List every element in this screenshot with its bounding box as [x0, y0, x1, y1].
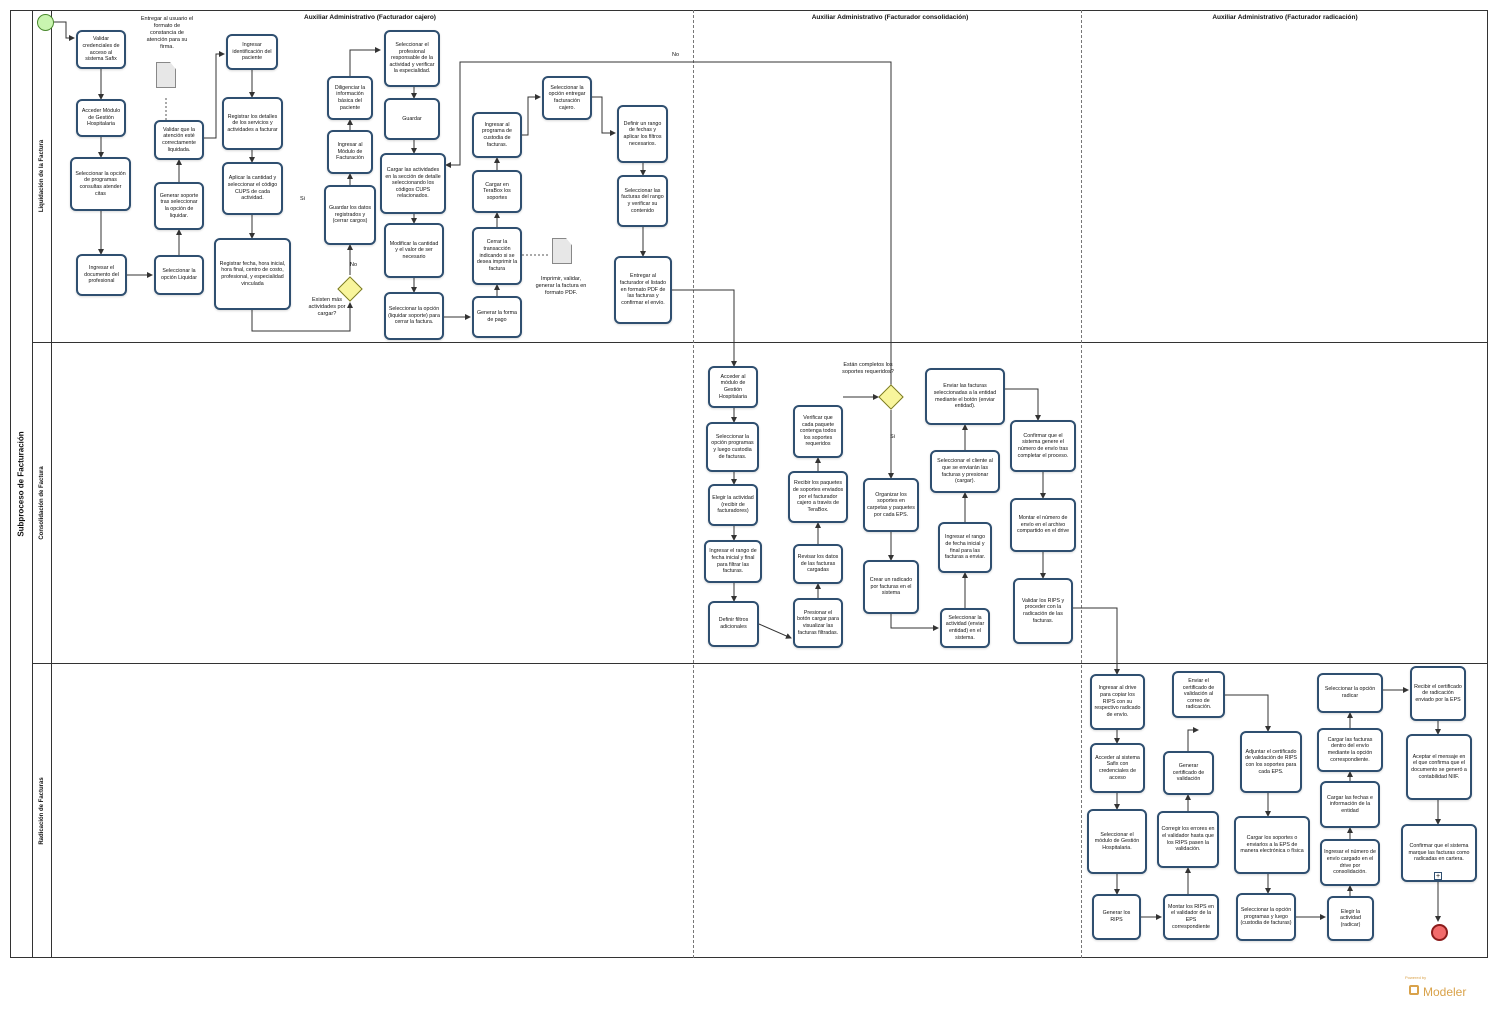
task-generar-soporte[interactable]: Generar soporte tras seleccionar la opción de liquidar. [154, 182, 204, 230]
flow-label-si: Si [300, 196, 305, 202]
task-confirmar-envio[interactable]: Confirmar que el sistema genere el número de envío tras completar el proceso. [1010, 420, 1076, 472]
task-rango-fecha[interactable]: Ingresar el rango de fecha inicial y final para filtrar las facturas. [704, 540, 762, 583]
flow [1005, 389, 1038, 420]
brand-name: Modeler [1423, 985, 1467, 999]
flow-label-no: No [350, 262, 358, 268]
task-custodia-facturas[interactable]: Seleccionar la opción programas y luego custodia de facturas. [706, 422, 759, 472]
end-event [1431, 924, 1448, 941]
task-montar-rips[interactable]: Montar los RIPS en el validador de la EPS correspondiente [1163, 894, 1219, 940]
task-ingresar-identificacion[interactable]: Ingresar identificación del paciente [226, 34, 278, 70]
lane-title: Consolidación de Factura [38, 465, 45, 540]
flow-label-si: Si [890, 434, 895, 440]
task-modificar-cantidad[interactable]: Modificar la cantidad y el valor de ser necesario [384, 223, 444, 278]
task-enviar-facturas[interactable]: Enviar las facturas seleccionadas a la entidad mediante el botón (enviar entidad). [925, 368, 1005, 425]
task-confirmar-radicadas[interactable]: Confirmar que el sistema marque las facturas como radicadas en cartera. [1401, 824, 1477, 882]
task-cargar-soportes[interactable]: Cargar los soportes o enviarlos a la EPS de manera electrónica o física [1234, 816, 1310, 874]
task-elegir-radicar[interactable]: Elegir la actividad (radicar) [1327, 896, 1374, 941]
flow [204, 54, 224, 138]
pool-title: Subproceso de Facturación [16, 431, 26, 537]
task-forma-pago[interactable]: Generar la forma de pago [472, 296, 522, 338]
task-liquidar-soporte[interactable]: Seleccionar la opción (liquidar soporte) para cerrar la factura. [384, 292, 444, 340]
task-cargar-terabox[interactable]: Cargar en TeraBox los soportes [472, 170, 522, 213]
flow [54, 22, 74, 38]
task-acceder-gestion[interactable]: Acceder al módulo de Gestión Hospitalaria [708, 366, 758, 408]
bizagi-logo-icon [1409, 985, 1419, 995]
task-cerrar-transaccion[interactable]: Cerrar la transacción indicando si se desea imprimir la factura [472, 227, 522, 285]
flow [1188, 730, 1198, 751]
task-custodia-radicacion[interactable]: Seleccionar la opción programas y luego (custodia de facturas) [1236, 893, 1296, 941]
flow [759, 624, 791, 638]
task-revisar-datos[interactable]: Revisar los datos de las facturas cargadas [793, 544, 843, 584]
task-registrar-detalles[interactable]: Registrar los detalles de los servicios y actividades a facturar [222, 97, 283, 150]
task-recibir-paquetes[interactable]: Recibir los paquetes de soportes enviados por el facturador cajero a través de TeraBox. [788, 471, 848, 523]
task-programa-custodia[interactable]: Ingresar al programa de custodia de facturas. [472, 112, 522, 158]
gateway-label: Existen más actividades por cargar? [308, 297, 346, 317]
task-entregar-facturacion[interactable]: Seleccionar la opción entregar facturación cajero. [542, 76, 592, 120]
task-generar-certificado[interactable]: Generar certificado de validación [1163, 751, 1214, 795]
flow [891, 614, 938, 628]
annotation-pdf: Imprimir, validar, generar la factura en formato PDF. [535, 276, 587, 296]
task-enviar-certificado[interactable]: Enviar el certificado de validación al correo de radicación. [1172, 671, 1225, 718]
task-ingresar-numero-envio[interactable]: Ingresar el número de envío cargado en el drive por consolidación. [1320, 839, 1380, 886]
flow [672, 290, 734, 366]
task-guardar[interactable]: Guardar [384, 98, 440, 140]
task-cargar-facturas-envio[interactable]: Cargar las facturas dentro del envío mediante la opción correspondiente. [1317, 728, 1383, 772]
task-adjuntar-certificado[interactable]: Adjuntar el certificado de validación de RIPS con los soportes para cada EPS. [1240, 731, 1302, 793]
task-cargar-fechas[interactable]: Cargar las fechas e información de la entidad [1320, 781, 1380, 828]
task-entregar-listado[interactable]: Entregar al facturador el listado en formato PDF de las facturas y confirmar el envío. [614, 256, 672, 324]
phase-title: Auxiliar Administrativo (Facturador consolidación) [811, 14, 969, 21]
gateway-label: Están completos los soportes requeridos? [842, 362, 894, 375]
task-crear-radicado[interactable]: Crear un radicado por facturas en el sistema [863, 560, 919, 614]
flow [1225, 695, 1268, 731]
task-seleccionar-cliente[interactable]: Seleccionar el cliente al que se enviarán las facturas y presionar (cargar). [930, 450, 1000, 493]
task-validar-atencion[interactable]: Validar que la atención esté correctamente liquidada. [154, 120, 204, 160]
flow [350, 50, 380, 76]
task-aceptar-mensaje[interactable]: Aceptar el mensaje en el que confirma que el documento se generó a contabilidad NIIF. [1406, 734, 1472, 800]
task-ingresar-drive[interactable]: Ingresar al drive para copiar los RIPS con su respectivo radicado de envío. [1090, 674, 1145, 730]
task-recibir-certificado[interactable]: Recibir el certificado de radicación enviado por la EPS [1410, 666, 1466, 721]
task-opcion-radicar[interactable]: Seleccionar la opción radicar [1317, 673, 1383, 713]
task-montar-numero[interactable]: Montar el número de envío en el archivo compartido en el drive [1010, 498, 1076, 552]
task-corregir-errores[interactable]: Corregir los errores en el validador hasta que los RIPS pasen la validación. [1157, 811, 1219, 868]
task-verificar-paquete[interactable]: Verificar que cada paquete contenga todos los soportes requeridos [793, 405, 843, 458]
flow [1073, 608, 1117, 674]
document-icon [552, 238, 572, 264]
flow-label-no: No [672, 52, 680, 58]
task-modulo-gestion[interactable]: Seleccionar el módulo de Gestión Hospitalaria. [1087, 809, 1147, 874]
lane-title: Liquidación de la Factura [38, 139, 45, 213]
task-organizar-soportes[interactable]: Organizar los soportes en carpetas y paquetes por cada EPS. [863, 478, 919, 532]
annotation-constancia: Entregar al usuario el formato de constancia de atención para su firma. [140, 16, 194, 50]
task-definir-rango[interactable]: Definir un rango de fechas y aplicar los filtros necesarios. [617, 105, 668, 163]
task-seleccionar-programas[interactable]: Seleccionar la opción de programas consultas atender citas [70, 157, 131, 211]
brand-powered: Powered by [1405, 975, 1427, 980]
task-presionar-cargar[interactable]: Presionar el botón cargar para visualizar las facturas filtradas. [793, 598, 843, 648]
task-registrar-fecha[interactable]: Registrar fecha, hora inicial, hora final, centro de costo, profesional, y especialidad vinculada [214, 238, 291, 310]
task-modulo-facturacion[interactable]: Ingresar al Módulo de Facturación [327, 130, 373, 174]
task-acceder-safix[interactable]: Acceder al sistema Safix con credenciales de acceso [1090, 743, 1145, 793]
phase-title: Auxiliar Administrativo (Facturador radicación) [1212, 14, 1358, 21]
flow [522, 97, 540, 135]
start-event [37, 14, 54, 31]
task-filtros-adicionales[interactable]: Definir filtros adicionales [708, 601, 759, 647]
task-cargar-actividades[interactable]: Cargar las actividades en la sección de detalle seleccionando los códigos CUPS relacionados. [380, 153, 446, 214]
phase-title: Auxiliar Administrativo (Facturador cajero) [304, 14, 436, 21]
task-aplicar-cantidad[interactable]: Aplicar la cantidad y seleccionar el código CUPS de cada actividad. [222, 162, 283, 215]
task-guardar-datos[interactable]: Guardar los datos registrados y (cerrar cargos) [324, 185, 376, 245]
task-ingresar-documento[interactable]: Ingresar el documento del profesional [76, 254, 127, 296]
task-acceder-modulo[interactable]: Acceder Módulo de Gestión Hospitalaria [76, 99, 126, 137]
expand-icon[interactable]: + [1435, 873, 1441, 880]
task-enviar-entidad[interactable]: Seleccionar la actividad (enviar entidad) en el sistema. [940, 608, 990, 648]
task-diligenciar-informacion[interactable]: Diligenciar la información básica del paciente [327, 76, 373, 120]
task-validar-rips[interactable]: Validar los RIPS y proceder con la radicación de las facturas. [1013, 578, 1073, 644]
task-opcion-liquidar[interactable]: Seleccionar la opción Liquidar [154, 255, 204, 295]
task-elegir-actividad[interactable]: Elegir la actividad (recibir de facturadores) [708, 484, 758, 526]
lane-title: Radicación de Facturas [38, 776, 45, 845]
flow [592, 97, 615, 133]
task-seleccionar-facturas[interactable]: Seleccionar las facturas del rango y verificar su contenido [617, 175, 668, 227]
task-validar-credenciales[interactable]: Validar credenciales de acceso al sistema Safix [76, 30, 126, 69]
document-icon [156, 62, 176, 88]
task-rango-envio[interactable]: Ingresar el rango de fecha inicial y final para las facturas a enviar. [938, 522, 992, 573]
task-seleccionar-profesional[interactable]: Seleccionar el profesional responsable de la actividad y verificar la especialidad. [384, 30, 440, 87]
task-generar-rips[interactable]: Generar los RIPS [1092, 894, 1141, 940]
